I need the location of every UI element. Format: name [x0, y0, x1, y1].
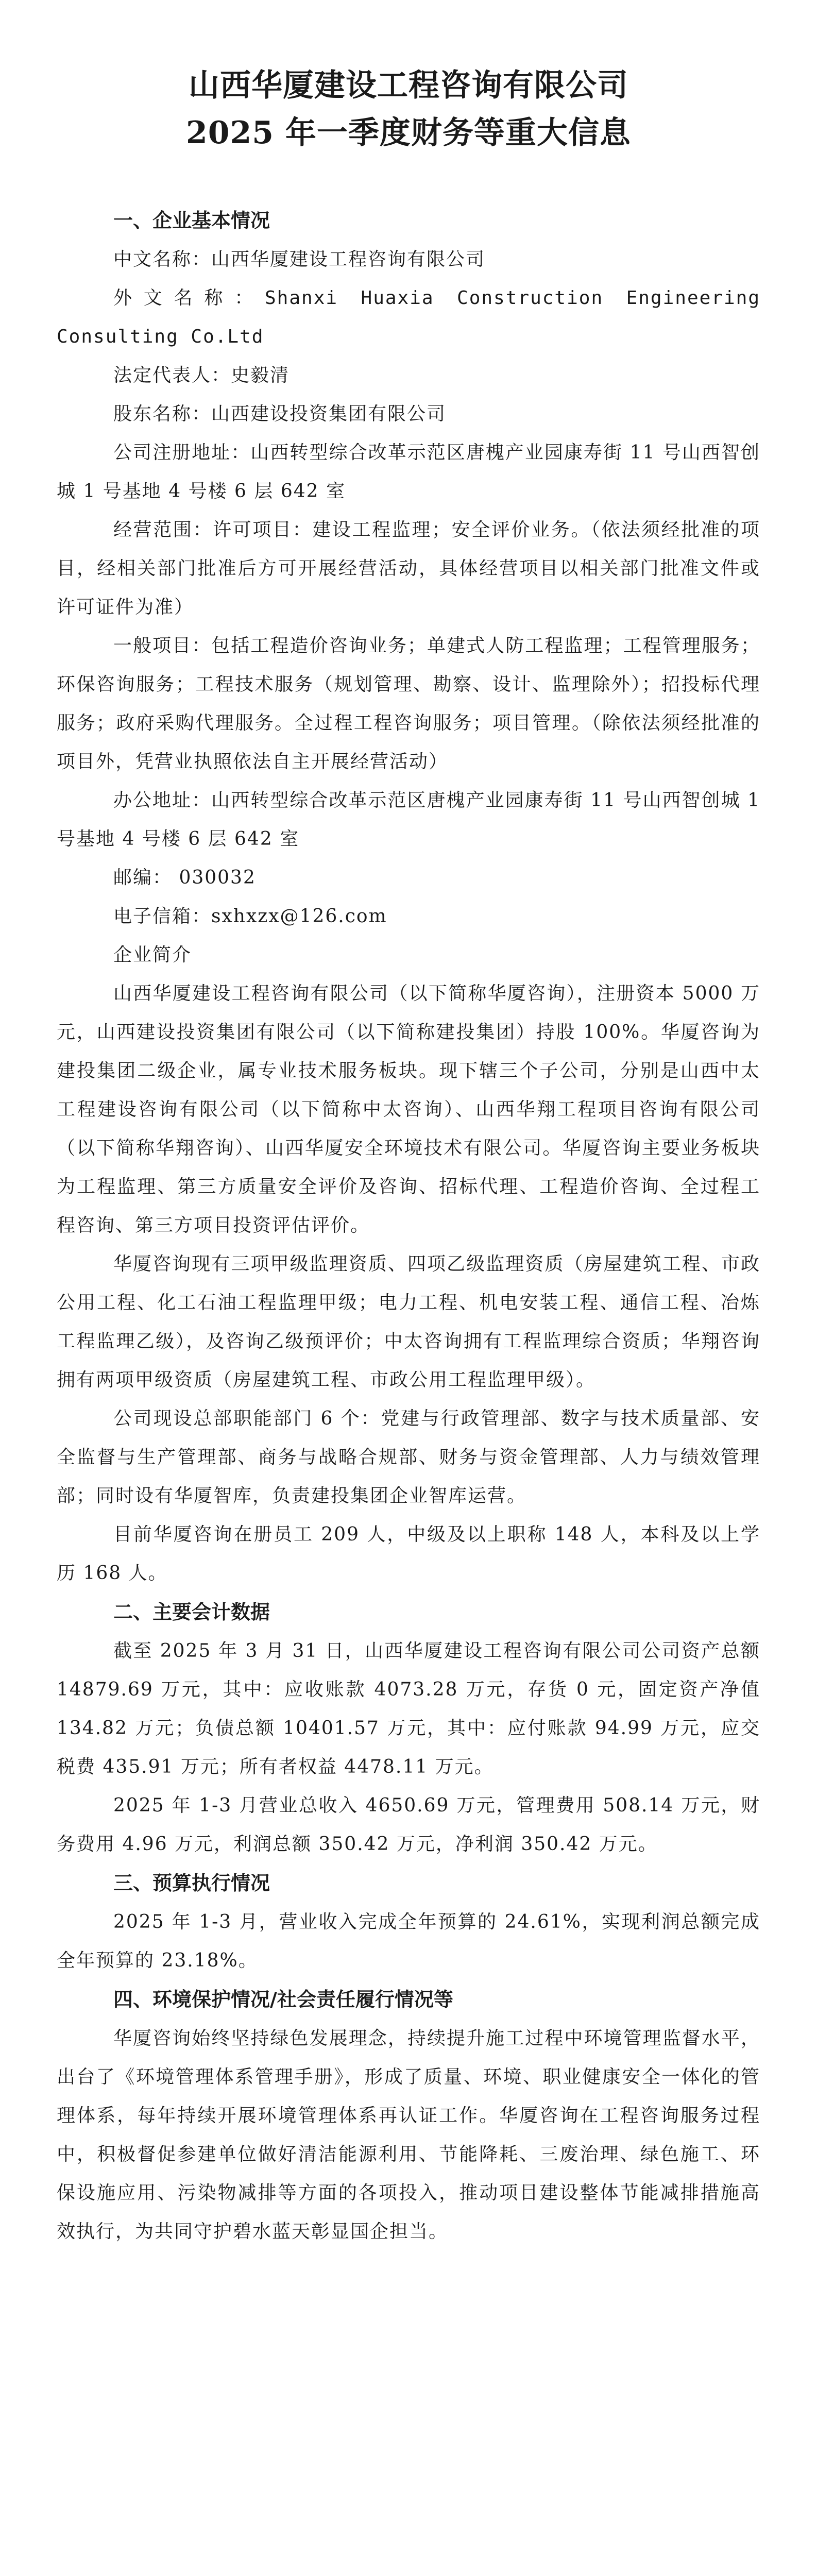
postcode: 邮编： 030032	[113, 867, 256, 888]
section-2-heading: 二、主要会计数据	[113, 1601, 270, 1623]
shareholder-name: 股东名称：山西建设投资集团有限公司	[113, 403, 447, 425]
business-scope-general: 一般项目：包括工程造价咨询业务；单建式人防工程监理；工程管理服务；环保咨询服务；工程技术服务（规划管理、勘察、设计、监理除外）；招投标代理服务；政府采购代理服务。全过程工程咨询服务；项目管理。（除依法须经批准的项目外，凭营业执照依法自主开展经营活动）	[57, 635, 760, 772]
company-intro-paragraph-3: 公司现设总部职能部门 6 个：党建与行政管理部、数字与技术质量部、安全监督与生产管理部、商务与战略合规部、财务与资金管理部、人力与绩效管理部；同时设有华厦智库，负责建投集团企业智库运营。	[57, 1408, 760, 1506]
section-environment-responsibility	[57, 1980, 760, 2251]
section-accounting-data	[57, 1592, 760, 1863]
company-intro-paragraph-4: 目前华厦咨询在册员工 209 人，中级及以上职称 148 人，本科及以上学历 168 人。	[57, 1524, 760, 1584]
document-title	[57, 62, 760, 157]
accounting-paragraph-2: 2025 年 1-3 月营业总收入 4650.69 万元，管理费用 508.14 万元，财务费用 4.96 万元，利润总额 350.42 万元，净利润 350.42 万元。	[57, 1795, 760, 1855]
legal-representative: 法定代表人：史毅清	[113, 365, 290, 386]
section-1-heading: 一、企业基本情况	[113, 209, 270, 232]
title-line-1: 山西华厦建设工程咨询有限公司	[189, 67, 628, 104]
chinese-name: 中文名称：山西华厦建设工程咨询有限公司	[113, 249, 486, 270]
company-intro-paragraph-1: 山西华厦建设工程咨询有限公司（以下简称华厦咨询），注册资本 5000 万元，山西建设投资集团有限公司（以下简称建投集团）持股 100%。华厦咨询为建投集团二级企业，属专业技术服务板块。现下辖三个子公司，分别是山西中太工程建设咨询有限公司（以下简称中太咨询）、山西华翔工程项目咨询有限公司（以下简称华翔咨询）、山西华厦安全环境技术有限公司。华厦咨询主要业务板块为工程监理、第三方质量安全评价及咨询、招标代理、工程造价咨询、全过程工程咨询、第三方项目投资评估评价。	[57, 983, 760, 1236]
foreign-name	[57, 279, 760, 356]
accounting-paragraph-1: 截至 2025 年 3 月 31 日，山西华厦建设工程咨询有限公司公司资产总额 14879.69 万元，其中：应收账款 4073.28 万元，存货 0 元，固定资产净值 134.82 万元；负债总额 10401.57 万元，其中：应付账款 94.99 万元，应交税费 435.91 万元；所有者权益 4478.11 万元。	[57, 1640, 760, 1777]
business-scope-licensed: 经营范围：许可项目：建设工程监理；安全评价业务。（依法须经批准的项目，经相关部门批准后方可开展经营活动，具体经营项目以相关部门批准文件或许可证件为准）	[57, 519, 760, 618]
registered-address: 公司注册地址：山西转型综合改革示范区唐槐产业园康寿街 11 号山西智创城 1 号基地 4 号楼 6 层 642 室	[57, 442, 760, 502]
company-intro-label: 企业简介	[113, 944, 192, 965]
office-address: 办公地址：山西转型综合改革示范区唐槐产业园康寿街 11 号山西智创城 1 号基地 4 号楼 6 层 642 室	[57, 790, 760, 850]
title-line-2: 2025 年一季度财务等重大信息	[186, 115, 631, 151]
section-basic-info	[57, 201, 760, 1592]
section-4-heading: 四、环境保护情况/社会责任履行情况等	[113, 1988, 453, 2011]
section-budget-execution	[57, 1863, 760, 1980]
section-3-heading: 三、预算执行情况	[113, 1872, 270, 1894]
email: 电子信箱：sxhxzx@126.com	[113, 906, 387, 927]
foreign-name-label: 外文名称：	[113, 287, 265, 309]
foreign-name-value: Shanxi Huaxia Construction Engineering Consulting Co.Ltd	[57, 287, 760, 347]
budget-paragraph-1: 2025 年 1-3 月，营业收入完成全年预算的 24.61%，实现利润总额完成全年预算的 23.18%。	[57, 1911, 760, 1971]
environment-paragraph-1: 华厦咨询始终坚持绿色发展理念，持续提升施工过程中环境管理监督水平，出台了《环境管理体系管理手册》，形成了质量、环境、职业健康安全一体化的管理体系，每年持续开展环境管理体系再认证工作。华厦咨询在工程咨询服务过程中，积极督促参建单位做好清洁能源利用、节能降耗、三废治理、绿色施工、环保设施应用、污染物减排等方面的各项投入，推动项目建设整体节能减排措施高效执行，为共同守护碧水蓝天彰显国企担当。	[57, 2028, 760, 2242]
company-intro-paragraph-2: 华厦咨询现有三项甲级监理资质、四项乙级监理资质（房屋建筑工程、市政公用工程、化工石油工程监理甲级；电力工程、机电安装工程、通信工程、冶炼工程监理乙级），及咨询乙级预评价；中太咨询拥有工程监理综合资质；华翔咨询拥有两项甲级资质（房屋建筑工程、市政公用工程监理甲级）。	[57, 1253, 760, 1391]
